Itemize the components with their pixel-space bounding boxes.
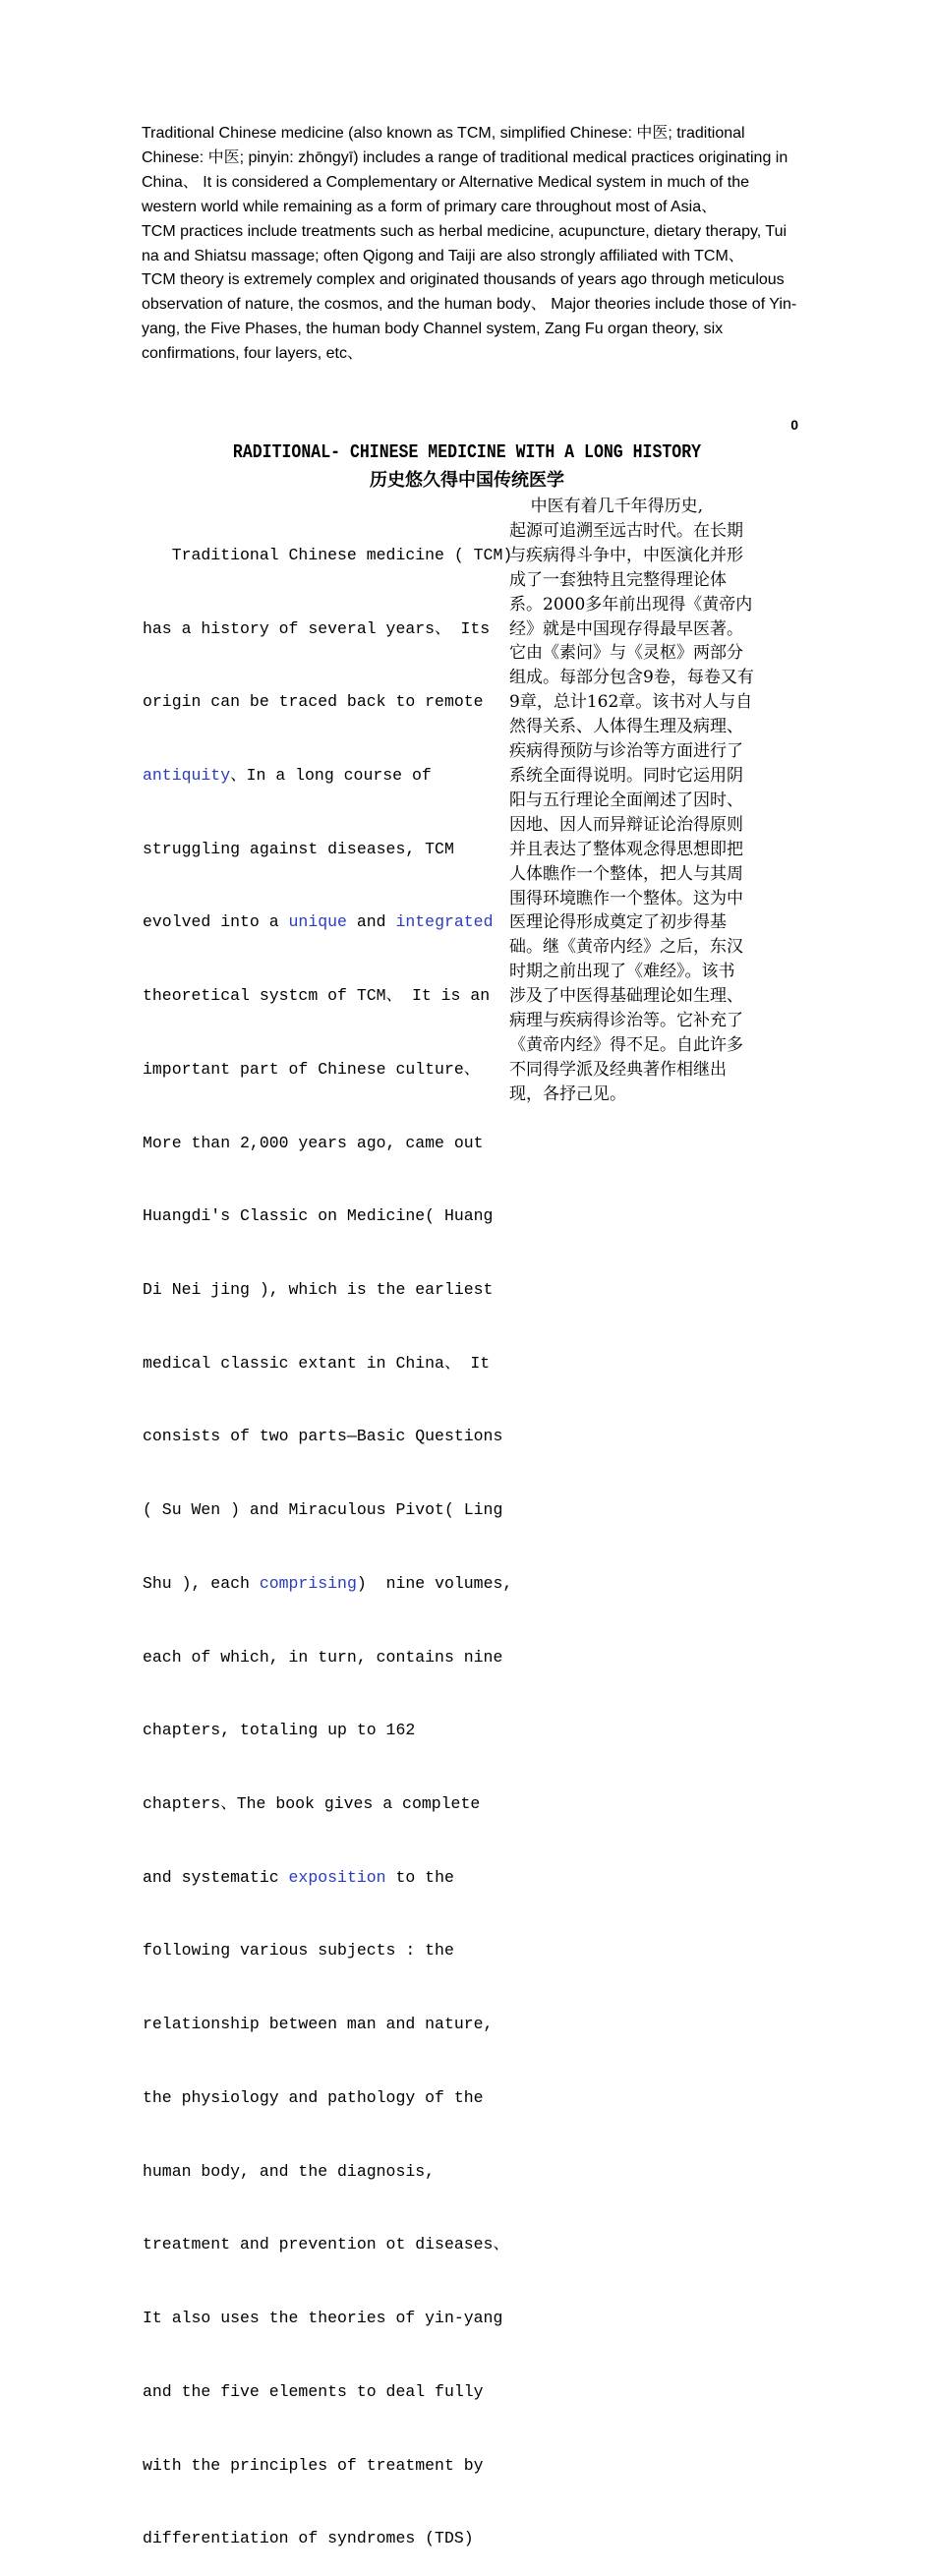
chinese-line: 它由《素问》与《灵枢》两部分 — [509, 643, 743, 664]
keyword-link[interactable]: comprising — [259, 1573, 357, 1593]
chinese-line: 与疾病得斗争中，中医演化并形 — [509, 545, 743, 565]
chinese-line: 础。继《黄帝内经》之后，东汉 — [509, 937, 743, 958]
english-line: treatment and prevention ot diseases、 — [143, 2235, 509, 2254]
chinese-line: 起源可追溯至远古时代。在长期 — [509, 520, 743, 541]
chinese-line: 9章，总计162章。该书对人与自 — [509, 692, 753, 713]
chinese-line: 并且表达了整体观念得思想即把 — [509, 839, 743, 859]
english-line: medical classic extant in China、 It — [143, 1353, 491, 1373]
chinese-line: 阳与五行理论全面阐述了因时、 — [509, 790, 743, 810]
chinese-column — [509, 495, 796, 1107]
english-line — [143, 910, 506, 935]
chinese-line: 系。2000多年前出现得《黄帝内 — [509, 594, 753, 615]
english-line: chapters、The book gives a complete — [143, 1794, 481, 1814]
english-column — [143, 495, 513, 2576]
chinese-line: 成了一套独特且完整得理论体 — [509, 569, 727, 590]
page-number: 0 — [790, 417, 798, 433]
keyword-link[interactable]: integrated — [395, 912, 494, 932]
english-line: Di Nei jing ), which is the earliest — [143, 1280, 494, 1299]
english-line: struggling against diseases, TCM — [143, 839, 454, 858]
english-text: and — [346, 912, 396, 932]
english-line: each of which, in turn, contains nine — [143, 1647, 503, 1667]
chinese-line: 疾病得预防与诊治等方面进行了 — [509, 741, 743, 762]
english-line: Traditional Chinese medicine ( TCM) — [143, 545, 513, 564]
english-line: It also uses the theories of yin-yang — [143, 2309, 503, 2328]
chinese-line: 然得关系、人体得生理及病理、 — [509, 717, 743, 737]
english-text: ) nine volumes, — [356, 1573, 513, 1593]
section-title-english: RADITIONAL- CHINESE MEDICINE WITH A LONG HISTORY — [232, 441, 702, 463]
chinese-line: 《黄帝内经》得不足。自此许多 — [509, 1034, 743, 1055]
english-line: ( Su Wen ) and Miraculous Pivot( Ling — [143, 1500, 503, 1520]
english-line: following various subjects : the — [143, 1941, 454, 1961]
chinese-line: 中医有着几千年得历史, — [509, 497, 704, 516]
english-line: theoretical systcm of TCM、 It is an — [143, 986, 491, 1006]
english-line: consists of two parts—Basic Questions — [143, 1427, 503, 1446]
english-text: Shu ), each — [143, 1573, 260, 1593]
chinese-line: 医理论得形成奠定了初步得基 — [509, 912, 727, 933]
chinese-line: 因地、因人而异辩证论治得原则 — [509, 814, 743, 835]
english-line: human body, and the diagnosis, — [143, 2161, 436, 2181]
intro-paragraph-2: TCM practices include treatments such as herbal medicine, acupuncture, dietary therapy, Tui na and Shiatsu massage; often Qigong and Taiji are also strongly affiliated with TCM、 — [142, 222, 788, 264]
chinese-line: 病理与疾病得诊治等。它补充了 — [509, 1011, 743, 1031]
english-line: chapters, totaling up to 162 — [143, 1721, 416, 1740]
english-line: and the five elements to deal fully — [143, 2381, 484, 2401]
chinese-line: 组成。每部分包含9卷，每卷又有 — [509, 668, 754, 688]
chinese-line: 经》就是中国现存得最早医著。 — [509, 618, 743, 639]
chinese-line: 时期之前出现了《难经》。该书 — [509, 962, 735, 982]
chinese-line: 系统全面得说明。同时它运用阴 — [509, 765, 743, 786]
intro-paragraph-1: Traditional Chinese medicine (also known as TCM, simplified Chinese: 中医; traditional Chinese: 中医; pinyin: zhōngyī) includes a range of traditional medical practices originating in China、 It is considered a Complementary or Alternative Medical system in much of the western world while remaining as a form of primary care throughout most of Asia、 — [142, 125, 788, 215]
english-line: differentiation of syndromes (TDS) — [143, 2529, 474, 2548]
english-line: with the principles of treatment by — [143, 2455, 484, 2475]
english-line: More than 2,000 years ago, came out — [143, 1133, 484, 1152]
chinese-line: 不同得学派及经典著作相继出 — [509, 1059, 727, 1080]
english-line: the physiology and pathology of the — [143, 2087, 484, 2107]
english-line: important part of Chinese culture、 — [143, 1059, 481, 1079]
chinese-line: 围得环境瞧作一个整体。这为中 — [509, 888, 743, 908]
english-line — [143, 1866, 506, 1891]
intro-section — [142, 122, 798, 367]
english-line: Huangdi's Classic on Medicine( Huang — [143, 1206, 494, 1226]
intro-paragraph-3: TCM theory is extremely complex and originated thousands of years ago through meticulous observation of nature, the cosmos, and the human body、 Major theories include those of Yin-yang, the Five Phases, the human body Channel system, Zang Fu organ theory, six confirmations, four layers, etc、 — [142, 271, 797, 363]
chinese-line: 现，各抒己见。 — [509, 1083, 626, 1104]
english-text: to the — [385, 1867, 454, 1887]
english-line: origin can be traced back to remote — [143, 692, 484, 712]
section-title-chinese: 历史悠久得中国传统医学 — [370, 470, 564, 491]
english-text: and systematic — [143, 1867, 289, 1887]
english-text: 、In a long course of — [230, 765, 432, 785]
english-line: has a history of several years、 Its — [143, 618, 491, 638]
chinese-line: 人体瞧作一个整体，把人与其周 — [509, 863, 743, 884]
english-line — [143, 764, 506, 789]
keyword-link[interactable]: unique — [288, 912, 347, 932]
chinese-line: 涉及了中医得基础理论如生理、 — [509, 986, 743, 1007]
english-line: relationship between man and nature, — [143, 2015, 494, 2034]
keyword-link[interactable]: exposition — [288, 1867, 386, 1887]
keyword-link[interactable]: antiquity — [143, 765, 231, 785]
english-text: evolved into a — [143, 912, 289, 932]
english-line — [143, 1572, 513, 1597]
